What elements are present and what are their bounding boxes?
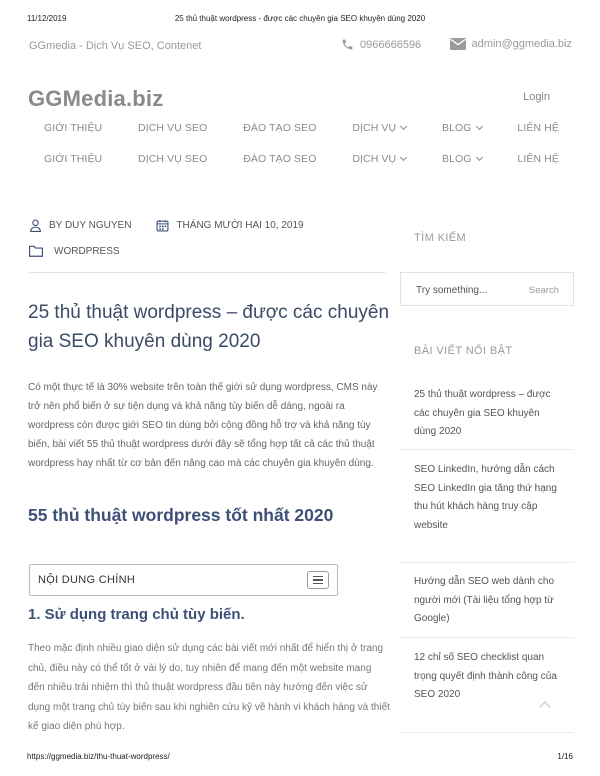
calendar-icon [156, 219, 169, 232]
nav-label: GIỚI THIỆU [44, 122, 103, 134]
nav-label: GIỚI THIỆU [44, 153, 103, 165]
nav-item-lien-he[interactable] [517, 122, 559, 134]
section-heading: 55 thủ thuật wordpress tốt nhất 2020 [28, 505, 334, 525]
sticky-nav [44, 153, 559, 165]
nav-item-gioi-thieu[interactable] [44, 122, 102, 134]
post-meta [29, 219, 322, 232]
nav-label: DỊCH VỤ SEO [138, 153, 208, 165]
nav-item-dich-vu[interactable] [352, 153, 406, 165]
chevron-down-icon [476, 123, 483, 130]
search-placeholder: Try something... [416, 285, 488, 296]
toc-label: NỘI DUNG CHÍNH [38, 574, 136, 586]
nav-item-dao-tao-seo[interactable] [243, 122, 316, 134]
nav-item-blog[interactable] [442, 122, 482, 134]
print-date: 11/12/2019 [27, 14, 67, 23]
search-button[interactable]: Search [528, 285, 559, 296]
site-tagline: GGmedia - Dịch Vụ SEO, Contenet [29, 40, 202, 52]
nav-item-gioi-thieu[interactable] [44, 153, 102, 165]
featured-post[interactable] [400, 386, 574, 450]
featured-post-title[interactable]: 25 thủ thuật wordpress – được các chuyên gia SEO khuyên dùng 2020 [414, 389, 551, 437]
nav-label: ĐÀO TẠO SEO [243, 122, 317, 134]
nav-item-dich-vu-seo[interactable] [138, 122, 207, 134]
envelope-icon [450, 38, 466, 50]
chevron-down-icon [400, 154, 407, 161]
category-label: WORDPRESS [54, 245, 120, 257]
login-link[interactable]: Login [523, 91, 550, 103]
post-author[interactable] [29, 219, 131, 232]
menu-icon [313, 579, 323, 581]
search-heading: TÌM KIẾM [414, 232, 467, 244]
post-title: 25 thủ thuật wordpress – được các chuyên gia SEO khuyên dùng 2020 [28, 302, 390, 352]
nav-label: DỊCH VỤ [352, 122, 397, 134]
post-date [156, 219, 303, 232]
nav-item-dich-vu-seo[interactable] [138, 153, 207, 165]
nav-item-dich-vu[interactable] [352, 122, 406, 134]
featured-post[interactable] [400, 649, 574, 733]
author-name: BY DUY NGUYEN [49, 220, 132, 231]
email-link[interactable] [450, 38, 572, 50]
featured-post-title[interactable]: Hướng dẫn SEO web dành cho người mới (Tài liệu tổng hợp từ Google) [414, 576, 555, 624]
nav-item-blog[interactable] [442, 153, 482, 165]
featured-post[interactable] [400, 461, 574, 563]
featured-post[interactable] [400, 573, 574, 638]
chevron-down-icon [476, 154, 483, 161]
post-intro: Có một thực tế là 30% website trên toàn thế giới sử dụng wordpress, CMS này trở nên phổ biến ở sự tiện dụng và khả năng tùy biến dễ dàng, ngoài ra wordpress còn được giới SEO tin dùng bởi cộng đồng hỗ trợ và khả năng tùy biến, bài viết 55 thủ thuật wordpress dưới đây sẽ tổng hợp tất cả các thủ thuật wordpress hay nhất từ cơ bản đến nâng cao mà các chuyên gia khuyên dùng. [28, 382, 378, 469]
top-bar [29, 40, 572, 58]
post-paragraph: Theo mặc định nhiều giao diện sử dụng các bài viết mới nhất để hiển thị ở trang chủ, điều này có thể tốt ở vài lý do, tuy nhiên để mang đến một website mang đến nhiều trải nhiệm thì thủ thuật wordpress đầu tiên này hướng đến việc sử dụng một trang chủ tùy biến sau khi nghiên cứu kỹ về hành vi khách hàng và thiết kế giao diện phù hợp. [28, 643, 390, 732]
print-title: 25 thủ thuật wordpress - được các chuyên gia SEO khuyên dùng 2020 [174, 14, 426, 23]
main-nav [44, 122, 559, 134]
nav-label: LIÊN HỆ [517, 122, 559, 134]
folder-icon [29, 245, 43, 257]
date-text: THÁNG MƯỜI HAI 10, 2019 [176, 220, 304, 231]
site-logo[interactable]: GGMedia.biz [28, 86, 164, 111]
email-address: admin@ggmedia.biz [471, 38, 572, 50]
nav-label: DỊCH VỤ SEO [138, 122, 208, 134]
menu-icon [313, 576, 323, 578]
phone-link[interactable] [341, 38, 421, 51]
nav-label: ĐÀO TẠO SEO [243, 153, 317, 165]
page-number: 1/16 [557, 752, 573, 761]
print-url: https://ggmedia.biz/thu-thuat-wordpress/ [27, 752, 170, 761]
nav-label: DỊCH VỤ [352, 153, 397, 165]
phone-icon [341, 38, 354, 51]
nav-label: LIÊN HỆ [517, 153, 559, 165]
menu-icon [313, 583, 323, 585]
featured-post-title[interactable]: SEO LinkedIn, hướng dẫn cách SEO LinkedIn gia tăng thứ hạng thu hút khách hàng truy cập website [414, 464, 557, 531]
nav-label: BLOG [442, 122, 472, 134]
toc-toggle-button[interactable] [307, 571, 329, 589]
nav-item-lien-he[interactable] [517, 153, 559, 165]
user-icon [29, 219, 42, 232]
nav-item-dao-tao-seo[interactable] [243, 153, 316, 165]
nav-label: BLOG [442, 153, 472, 165]
meta-divider [29, 272, 386, 273]
featured-heading: BÀI VIẾT NỔI BẬT [414, 345, 513, 357]
search-input[interactable] [400, 272, 574, 306]
subsection-heading: 1. Sử dụng trang chủ tùy biến. [28, 606, 245, 623]
phone-number: 0966666596 [360, 38, 422, 51]
featured-post-title[interactable]: 12 chỉ số SEO checklist quan trọng quyết định thành công của SEO 2020 [414, 652, 557, 700]
table-of-contents[interactable] [29, 564, 338, 596]
chevron-down-icon [400, 123, 407, 130]
post-category[interactable] [29, 245, 120, 257]
